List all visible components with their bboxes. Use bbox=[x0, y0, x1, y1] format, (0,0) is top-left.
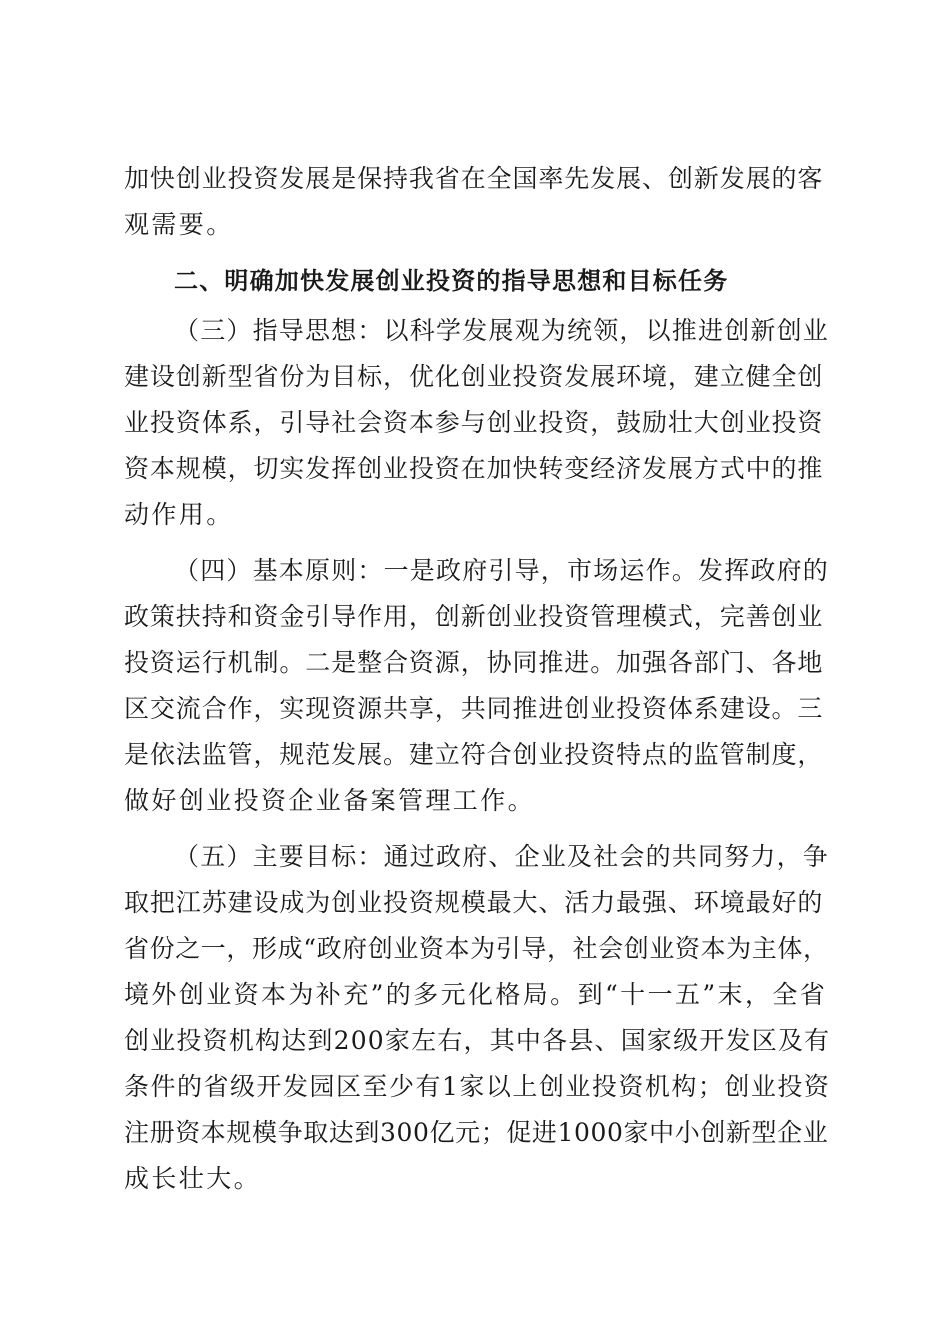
text-line: （四）基本原则：一是政府引导，市场运作。发挥政府的 bbox=[174, 556, 830, 585]
text-line: 建设创新型省份为目标，优化创业投资发展环境，建立健全创 bbox=[124, 362, 824, 391]
text-line: 业投资体系，引导社会资本参与创业投资，鼓励壮大创业投资 bbox=[124, 408, 824, 437]
text-line: 加快创业投资发展是保持我省在全国率先发展、创新发展的客 bbox=[124, 164, 824, 193]
text-line: 成长壮大。 bbox=[124, 1164, 262, 1193]
text-line: 做好创业投资企业备案管理工作。 bbox=[124, 786, 536, 815]
document-body bbox=[124, 156, 831, 1202]
text-line: 条件的省级开发园区至少有1家以上创业投资机构；创业投资 bbox=[124, 1072, 831, 1101]
text-line: 投资运行机制。二是整合资源，协同推进。加强各部门、各地 bbox=[124, 648, 824, 677]
text-line: 取把江苏建设成为创业投资规模最大、活力最强、环境最好的 bbox=[124, 888, 824, 917]
text-line: 省份之一，形成“政府创业资本为引导，社会创业资本为主体， bbox=[124, 934, 829, 963]
text-line: 区交流合作，实现资源共享，共同推进创业投资体系建设。三 bbox=[124, 694, 824, 723]
text-line: 政策扶持和资金引导作用，创新创业投资管理模式，完善创业 bbox=[124, 602, 824, 631]
text-line: （三）指导思想：以科学发展观为统领，以推进创新创业 bbox=[174, 316, 830, 345]
text-line: 境外创业资本为补充”的多元化格局。到“十一五”末，全省 bbox=[124, 980, 828, 1009]
text-line: 资本规模，切实发挥创业投资在加快转变经济发展方式中的推 bbox=[124, 454, 824, 483]
text-line: 是依法监管，规范发展。建立符合创业投资特点的监管制度， bbox=[124, 740, 824, 769]
text-line: 观需要。 bbox=[124, 210, 234, 239]
text-line: 创业投资机构达到200家左右，其中各县、国家级开发区及有 bbox=[124, 1026, 831, 1055]
section-heading: 二、明确加快发展创业投资的指导思想和目标任务 bbox=[174, 267, 729, 295]
text-line: 动作用。 bbox=[124, 500, 234, 529]
text-line: 注册资本规模争取达到300亿元；促进1000家中小创新型企业 bbox=[124, 1118, 829, 1147]
text-line: （五）主要目标：通过政府、企业及社会的共同努力，争 bbox=[174, 842, 830, 871]
